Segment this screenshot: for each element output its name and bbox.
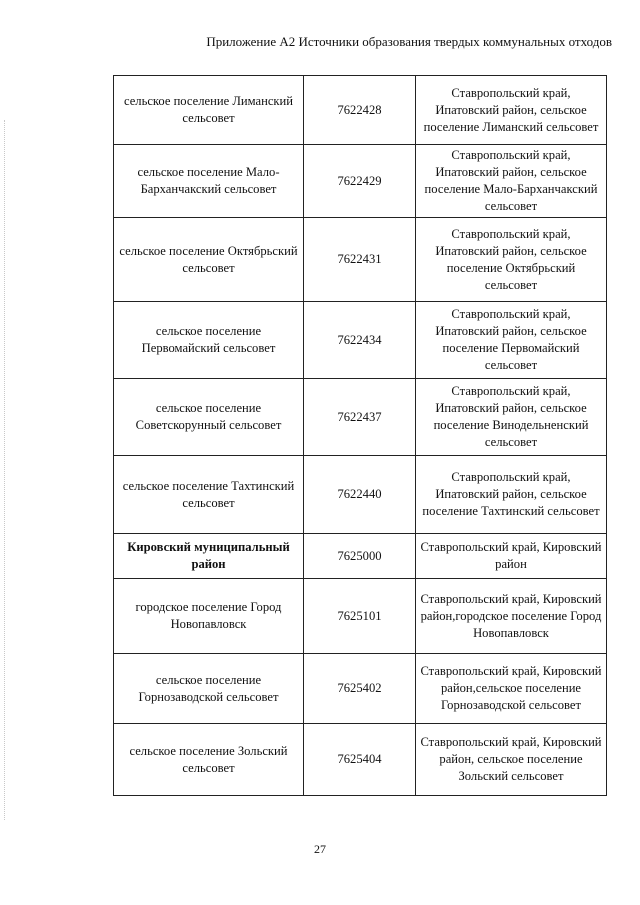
oktmo-code-cell: 7622429 — [304, 145, 416, 218]
settlement-name-cell: сельское поселение Зольский сельсовет — [114, 724, 304, 796]
oktmo-code-cell: 7622431 — [304, 218, 416, 302]
location-cell: Ставропольский край, Ипатовский район, сельское поселение Лиманский сельсовет — [416, 76, 607, 145]
table-row — [114, 534, 607, 579]
settlement-name-cell: сельское поселение Тахтинский сельсовет — [114, 456, 304, 534]
table-row — [114, 76, 607, 145]
page-number: 27 — [314, 842, 326, 856]
location-cell: Ставропольский край, Кировский район,городское поселение Город Новопавловск — [416, 579, 607, 654]
oktmo-code-cell: 7625101 — [304, 579, 416, 654]
settlement-name-cell: сельское поселение Октябрьский сельсовет — [114, 218, 304, 302]
oktmo-code-cell: 7625402 — [304, 654, 416, 724]
settlement-name-cell: городское поселение Город Новопавловск — [114, 579, 304, 654]
oktmo-code-cell: 7622437 — [304, 379, 416, 456]
table-row — [114, 579, 607, 654]
location-cell: Ставропольский край, Кировский район,сельское поселение Горнозаводской сельсовет — [416, 654, 607, 724]
settlement-name-cell: Кировский муниципальный район — [114, 534, 304, 579]
oktmo-code-cell: 7622440 — [304, 456, 416, 534]
location-cell: Ставропольский край, Ипатовский район, сельское поселение Тахтинский сельсовет — [416, 456, 607, 534]
location-cell: Ставропольский край, Ипатовский район, сельское поселение Винодельненский сельсовет — [416, 379, 607, 456]
settlement-name-cell: сельское поселение Советскорунный сельсовет — [114, 379, 304, 456]
settlement-name-cell: сельское поселение Горнозаводской сельсовет — [114, 654, 304, 724]
waste-sources-table — [113, 75, 607, 796]
location-cell: Ставропольский край, Ипатовский район, сельское поселение Октябрьский сельсовет — [416, 218, 607, 302]
table-row — [114, 379, 607, 456]
table-row — [114, 145, 607, 218]
table-row — [114, 654, 607, 724]
table-row — [114, 724, 607, 796]
scan-edge-marks — [4, 120, 7, 820]
location-cell: Ставропольский край, Ипатовский район, сельское поселение Первомайский сельсовет — [416, 302, 607, 379]
settlement-name-cell: сельское поселение Мало-Барханчакский сельсовет — [114, 145, 304, 218]
oktmo-code-cell: 7622434 — [304, 302, 416, 379]
location-cell: Ставропольский край, Ипатовский район, сельское поселение Мало-Барханчакский сельсовет — [416, 145, 607, 218]
table-row — [114, 302, 607, 379]
table-row — [114, 218, 607, 302]
settlement-name-cell: сельское поселение Первомайский сельсовет — [114, 302, 304, 379]
location-cell: Ставропольский край, Кировский район, сельское поселение Зольский сельсовет — [416, 724, 607, 796]
settlement-name-cell: сельское поселение Лиманский сельсовет — [114, 76, 304, 145]
oktmo-code-cell: 7625404 — [304, 724, 416, 796]
oktmo-code-cell: 7622428 — [304, 76, 416, 145]
table-row — [114, 456, 607, 534]
table-body — [114, 76, 607, 796]
page-header: Приложение А2 Источники образования твердых коммунальных отходов — [206, 34, 612, 49]
oktmo-code-cell: 7625000 — [304, 534, 416, 579]
location-cell: Ставропольский край, Кировский район — [416, 534, 607, 579]
